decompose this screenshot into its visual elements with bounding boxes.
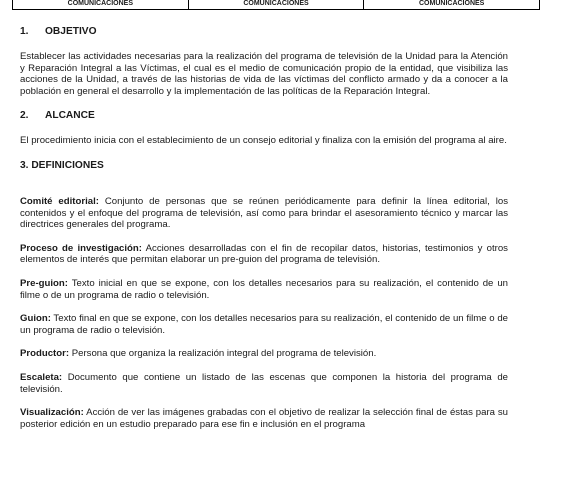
definition-text: Acción de ver las imágenes grabadas con el objetivo de realizar la selección final de éstas para su posterior edición en un estudio preparado para ese fin e inclusión en el programa bbox=[20, 407, 508, 430]
definition-text: Documento que contiene un listado de las escenas que componen la historia del programa de televisión. bbox=[20, 371, 508, 395]
definition-term: Pre-guion: bbox=[20, 277, 68, 289]
definition-term: Escaleta: bbox=[20, 371, 63, 383]
definition-text: Acciones desarrolladas con el fin de recopilar datos, historias, testimonios y otros elementos de interés que permitan elaborar un pre-guion del programa de televisión. bbox=[20, 242, 508, 266]
section-heading-definiciones: 3. DEFINICIONES bbox=[20, 159, 104, 171]
section-heading-alcance bbox=[20, 110, 508, 122]
header-cell: COMUNICACIONES bbox=[13, 0, 189, 9]
definition-term: Guion: bbox=[20, 313, 51, 325]
definition-term: Comité editorial: bbox=[20, 195, 99, 207]
definition-item bbox=[20, 313, 508, 336]
definition-term: Productor: bbox=[20, 348, 70, 360]
definition-item bbox=[20, 372, 508, 395]
section-title: ALCANCE bbox=[45, 110, 95, 122]
definition-item bbox=[20, 278, 508, 301]
definition-term: Proceso de investigación: bbox=[20, 242, 142, 254]
definition-item bbox=[20, 407, 508, 430]
definition-item bbox=[20, 348, 508, 360]
definition-text: Conjunto de personas que se reúnen periódicamente para definir la línea editorial, los contenidos y el enfoque del programa de televisión, así como para brindar el asesoramiento técnico y marcar las directrices generales del programa. bbox=[20, 195, 508, 231]
definition-text: Persona que organiza la realización integral del programa de televisión. bbox=[69, 348, 377, 360]
definition-item bbox=[20, 196, 508, 231]
section-heading-objetivo bbox=[20, 26, 508, 38]
document-body bbox=[20, 26, 508, 430]
section-title: OBJETIVO bbox=[45, 26, 97, 37]
definition-text: Texto inicial en que se expone, con los detalles necesarios para su realización, el contenido de un filme o de un programa de radio o televisión. bbox=[20, 277, 508, 301]
header-cell: COMUNICACIONES bbox=[189, 0, 365, 9]
header-table bbox=[12, 0, 540, 10]
objetivo-text: Establecer las actividades necesarias para la realización del programa de televisión de la Unidad para la Atención y Reparación Integral a las Víctimas, el cual es el medio de comunicación propio de la entidad, que visibiliza las acciones de la Unidad, a través de las historias de vida de las víctimas del conflicto armado y da a conocer a la población en general el desarrollo y la implementación de las políticas de la Reparación Integral. bbox=[20, 51, 508, 97]
section-number: 2. bbox=[20, 110, 29, 122]
definition-item bbox=[20, 243, 508, 266]
alcance-text: El procedimiento inicia con el establecimiento de un consejo editorial y finaliza con la emisión del programa al aire. bbox=[20, 135, 507, 147]
section-number: 1. bbox=[20, 26, 29, 37]
definition-term: Visualización: bbox=[20, 407, 84, 419]
header-cell: COMUNICACIONES bbox=[419, 0, 485, 7]
definition-text: Texto final en que se expone, con los detalles necesarios para su realización, el contenido de un filme o de un programa de radio o televisión. bbox=[20, 313, 508, 336]
